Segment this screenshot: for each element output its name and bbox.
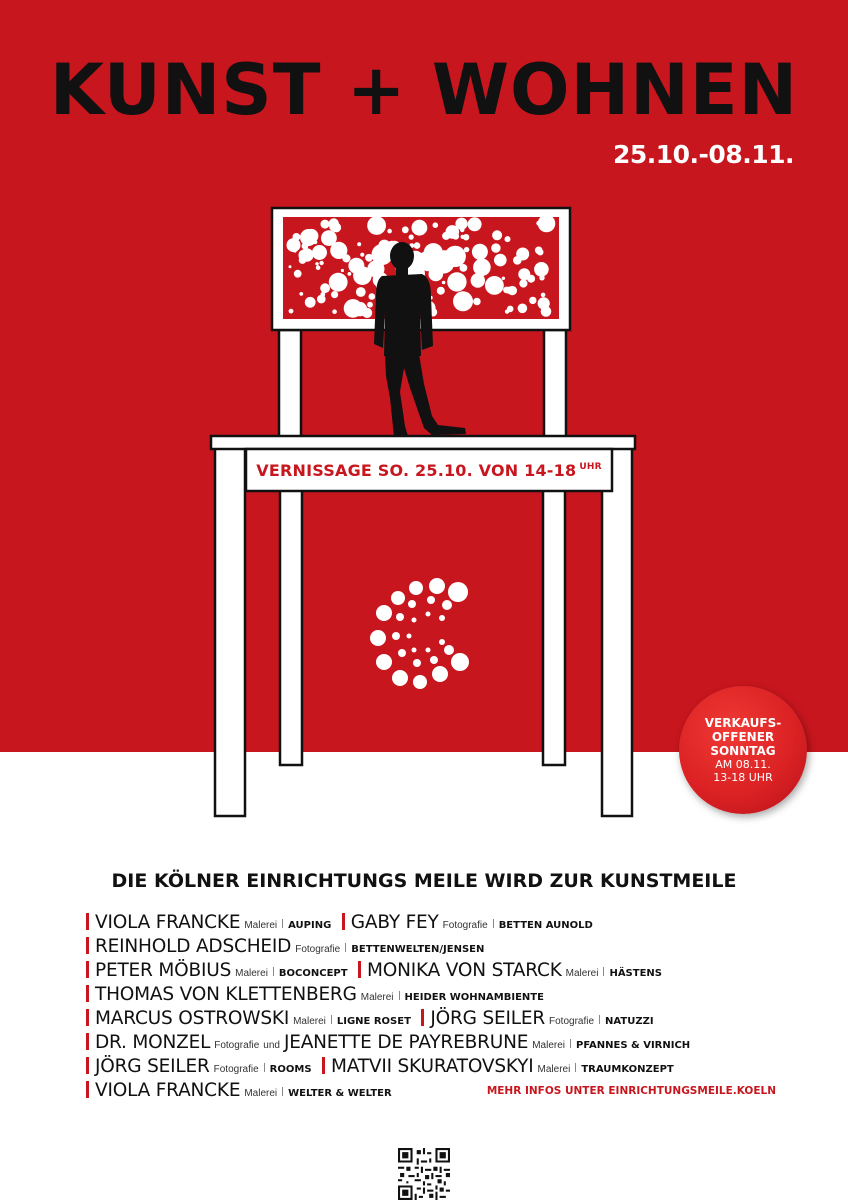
artwork-dot <box>367 260 384 277</box>
dotted-c-logo-icon <box>370 578 469 689</box>
artwork-dot <box>344 299 363 318</box>
separator <box>399 991 400 1000</box>
artwork-dot <box>518 304 528 314</box>
artwork-dot <box>464 247 469 252</box>
badge-line-5: 13-18 UHR <box>713 771 773 784</box>
artwork-dot <box>452 233 459 240</box>
artist-discipline: Fotografie <box>214 1040 260 1051</box>
artist-name: VIOLA FRANCKE <box>95 1080 241 1101</box>
artwork-dot <box>453 291 473 311</box>
artwork-dot <box>312 245 327 260</box>
front-leg-left <box>215 448 245 816</box>
event-dates: 25.10.-08.11. <box>612 140 794 169</box>
artwork-dot <box>299 292 303 296</box>
artwork-dot <box>299 250 309 260</box>
artwork-dot <box>502 277 505 280</box>
artwork-dot <box>418 259 426 267</box>
artist-entry <box>86 984 548 1005</box>
back-leg-left <box>280 490 302 765</box>
artwork-dot <box>331 291 338 298</box>
artwork-dot <box>294 270 302 278</box>
store-name: HÄSTENS <box>609 968 662 979</box>
red-bar-marker <box>86 937 89 954</box>
artist-name: VIOLA FRANCKE <box>95 912 241 933</box>
artwork-dot <box>437 287 445 295</box>
qr-code-icon[interactable] <box>398 1148 450 1200</box>
artwork-dot <box>313 240 317 244</box>
badge-line-4: AM 08.11. <box>715 758 771 771</box>
artwork-dot <box>519 279 527 287</box>
artwork-dot <box>287 238 301 252</box>
artist-entry <box>86 1008 415 1029</box>
artwork-dot <box>527 275 535 283</box>
more-info-link[interactable]: MEHR INFOS UNTER EINRICHTUNGSMEILE.KOELN <box>486 1085 776 1097</box>
artist-entry <box>86 960 352 981</box>
artwork-dot <box>447 272 466 291</box>
separator <box>345 943 346 952</box>
separator <box>282 1087 283 1096</box>
artist-discipline: Malerei <box>244 920 278 931</box>
artwork-dot <box>534 262 549 277</box>
headline: DIE KÖLNER EINRICHTUNGS MEILE WIRD ZUR KUNSTMEILE <box>111 870 737 892</box>
seat-slab <box>211 436 635 449</box>
artwork-dot <box>316 265 321 270</box>
artist-entry <box>419 1008 657 1029</box>
artwork-dot <box>362 308 372 318</box>
red-bar-marker <box>342 913 345 930</box>
artwork-dot <box>369 293 376 300</box>
artwork-dot <box>315 262 318 265</box>
artist-name: JEANETTE DE PAYREBRUNE <box>283 1032 529 1053</box>
artwork-dot <box>319 261 323 265</box>
artwork-dot <box>505 287 512 294</box>
separator <box>282 919 283 928</box>
artist-entry <box>320 1056 678 1077</box>
artwork-dot <box>341 269 344 272</box>
artist-name: JÖRG SEILER <box>95 1056 210 1077</box>
artist-entry <box>86 1080 396 1101</box>
list-item <box>86 1031 786 1055</box>
artist-discipline: Malerei <box>532 1040 565 1051</box>
artwork-dot <box>332 309 337 314</box>
artist-entry <box>86 1056 316 1077</box>
separator <box>575 1063 576 1072</box>
vernissage-banner <box>246 449 612 491</box>
separator <box>493 919 494 928</box>
artwork-dot <box>428 246 433 251</box>
artist-discipline: Fotografie <box>442 920 488 931</box>
vernissage-text: VERNISSAGE SO. 25.10. VON 14-18 <box>256 460 577 480</box>
artwork-dot <box>505 236 511 242</box>
artwork-dot <box>429 267 444 282</box>
artist-list <box>86 911 786 1103</box>
artwork-dot <box>455 218 467 230</box>
store-name: ROOMS <box>269 1064 312 1075</box>
red-bar-marker <box>86 913 89 930</box>
list-item <box>86 1007 786 1031</box>
artwork-dot <box>472 244 488 260</box>
red-bar-marker <box>86 985 89 1002</box>
red-bar-marker <box>86 1057 89 1074</box>
artwork-dot <box>461 235 465 239</box>
badge-line-1: VERKAUFS- <box>704 716 782 730</box>
artwork-dot <box>538 215 556 233</box>
store-name: TRAUMKONZEPT <box>581 1064 674 1075</box>
artwork-dot <box>367 302 373 308</box>
artwork-dot <box>535 247 543 255</box>
artwork-dot <box>377 230 381 234</box>
artwork-dot <box>468 217 482 231</box>
artwork-dot <box>442 232 450 240</box>
artist-discipline: Malerei <box>235 968 268 979</box>
artwork-dot <box>513 256 522 265</box>
red-bar-marker <box>358 961 361 978</box>
store-name: WELTER & WELTER <box>288 1088 392 1099</box>
artwork-dot <box>329 273 348 292</box>
artwork-dot <box>541 293 546 298</box>
artwork-dot <box>442 281 446 285</box>
list-item <box>86 1055 786 1079</box>
badge-line-2: OFFENER <box>711 730 775 744</box>
front-leg-right <box>602 448 632 816</box>
list-item <box>86 959 786 983</box>
artist-name: REINHOLD ADSCHEID <box>95 936 292 957</box>
separator <box>264 1063 265 1072</box>
artwork-dot <box>317 295 326 304</box>
artwork-dot <box>433 222 439 228</box>
artist-name: MARCUS OSTROWSKI <box>95 1008 290 1029</box>
artist-name: DR. MONZEL <box>95 1032 211 1053</box>
store-name: BETTEN AUNOLD <box>498 920 593 931</box>
poster-title: KUNST + WOHNEN <box>49 49 799 131</box>
artwork-dot <box>414 242 421 249</box>
artwork-dot <box>473 259 491 277</box>
store-name: PFANNES & VIRNICH <box>576 1040 691 1051</box>
artist-name: THOMAS VON KLETTENBERG <box>95 984 357 1005</box>
artwork-dot <box>320 283 330 293</box>
artwork-dot <box>289 265 292 268</box>
backrest-leg-left <box>279 330 301 438</box>
artwork-dot <box>356 287 366 297</box>
artwork-dot <box>433 246 441 254</box>
artwork-dot <box>378 240 390 252</box>
artist-name: JÖRG SEILER <box>430 1008 546 1029</box>
artist-discipline: Malerei <box>244 1088 278 1099</box>
artwork-dot <box>360 253 364 257</box>
artwork-dot <box>529 297 536 304</box>
artwork-dot <box>357 242 361 246</box>
artwork-dot <box>507 306 514 313</box>
artist-entry <box>86 1032 694 1053</box>
artist-entry <box>356 960 666 981</box>
store-name: AUPING <box>288 920 332 931</box>
conjunction: und <box>263 1040 280 1051</box>
artwork-dot <box>494 254 507 267</box>
artwork-dot <box>491 243 500 252</box>
artwork-dot <box>329 218 339 228</box>
list-item <box>86 911 786 935</box>
red-bar-marker <box>322 1057 325 1074</box>
store-name: BETTENWELTEN/JENSEN <box>351 944 485 955</box>
red-bar-marker <box>86 1081 89 1098</box>
artwork-dot <box>402 226 409 233</box>
list-item <box>86 935 786 959</box>
store-name: HEIDER WOHNAMBIENTE <box>404 992 544 1003</box>
artwork-dot <box>454 257 458 261</box>
artist-name: PETER MÖBIUS <box>95 960 232 981</box>
separator <box>273 967 274 976</box>
artist-name: MONIKA VON STARCK <box>367 960 562 981</box>
artist-discipline: Malerei <box>537 1064 571 1075</box>
artist-discipline: Malerei <box>360 992 394 1003</box>
artwork-dot <box>348 272 352 276</box>
list-item <box>86 1079 786 1103</box>
artwork-dot <box>365 254 373 262</box>
store-name: LIGNE ROSET <box>336 1016 411 1027</box>
artist-entry <box>340 912 597 933</box>
separator <box>570 1039 571 1048</box>
artist-discipline: Fotografie <box>549 1016 595 1027</box>
artist-entry <box>86 936 488 957</box>
store-name: NATUZZI <box>605 1016 654 1027</box>
vernissage-unit: UHR <box>579 462 602 472</box>
artwork-dot <box>541 306 552 317</box>
badge-line-3: SONNTAG <box>710 744 776 758</box>
store-name: BOCONCEPT <box>278 968 348 979</box>
artwork-dot <box>349 261 360 272</box>
back-leg-right <box>543 490 565 765</box>
red-bar-marker <box>86 1009 89 1026</box>
artwork-dot <box>485 276 504 295</box>
artwork-dot <box>321 230 337 246</box>
artwork-dot <box>289 309 294 314</box>
artist-entry <box>86 912 335 933</box>
artist-name: MATVII SKURATOVSKYI <box>330 1056 534 1077</box>
artwork-dot <box>409 235 414 240</box>
list-item <box>86 983 786 1007</box>
artwork-dot <box>321 220 330 229</box>
artwork-dot <box>473 298 481 306</box>
artwork-dot <box>412 220 428 236</box>
artwork-dot <box>305 297 316 308</box>
artist-discipline: Fotografie <box>213 1064 259 1075</box>
red-bar-marker <box>86 961 89 978</box>
separator <box>603 967 604 976</box>
artwork-dot <box>367 216 386 235</box>
artwork-dot <box>492 230 502 240</box>
separator <box>331 1015 332 1024</box>
separator <box>599 1015 600 1024</box>
red-bar-marker <box>86 1033 89 1050</box>
backrest-leg-right <box>544 330 566 438</box>
red-bar-marker <box>421 1009 424 1026</box>
artwork-dot <box>539 275 544 280</box>
artist-discipline: Fotografie <box>295 944 341 955</box>
artist-discipline: Malerei <box>293 1016 326 1027</box>
sunday-sale-badge <box>679 686 807 814</box>
artist-discipline: Malerei <box>565 968 599 979</box>
artwork-dot <box>387 229 392 234</box>
artist-name: GABY FEY <box>350 912 439 933</box>
